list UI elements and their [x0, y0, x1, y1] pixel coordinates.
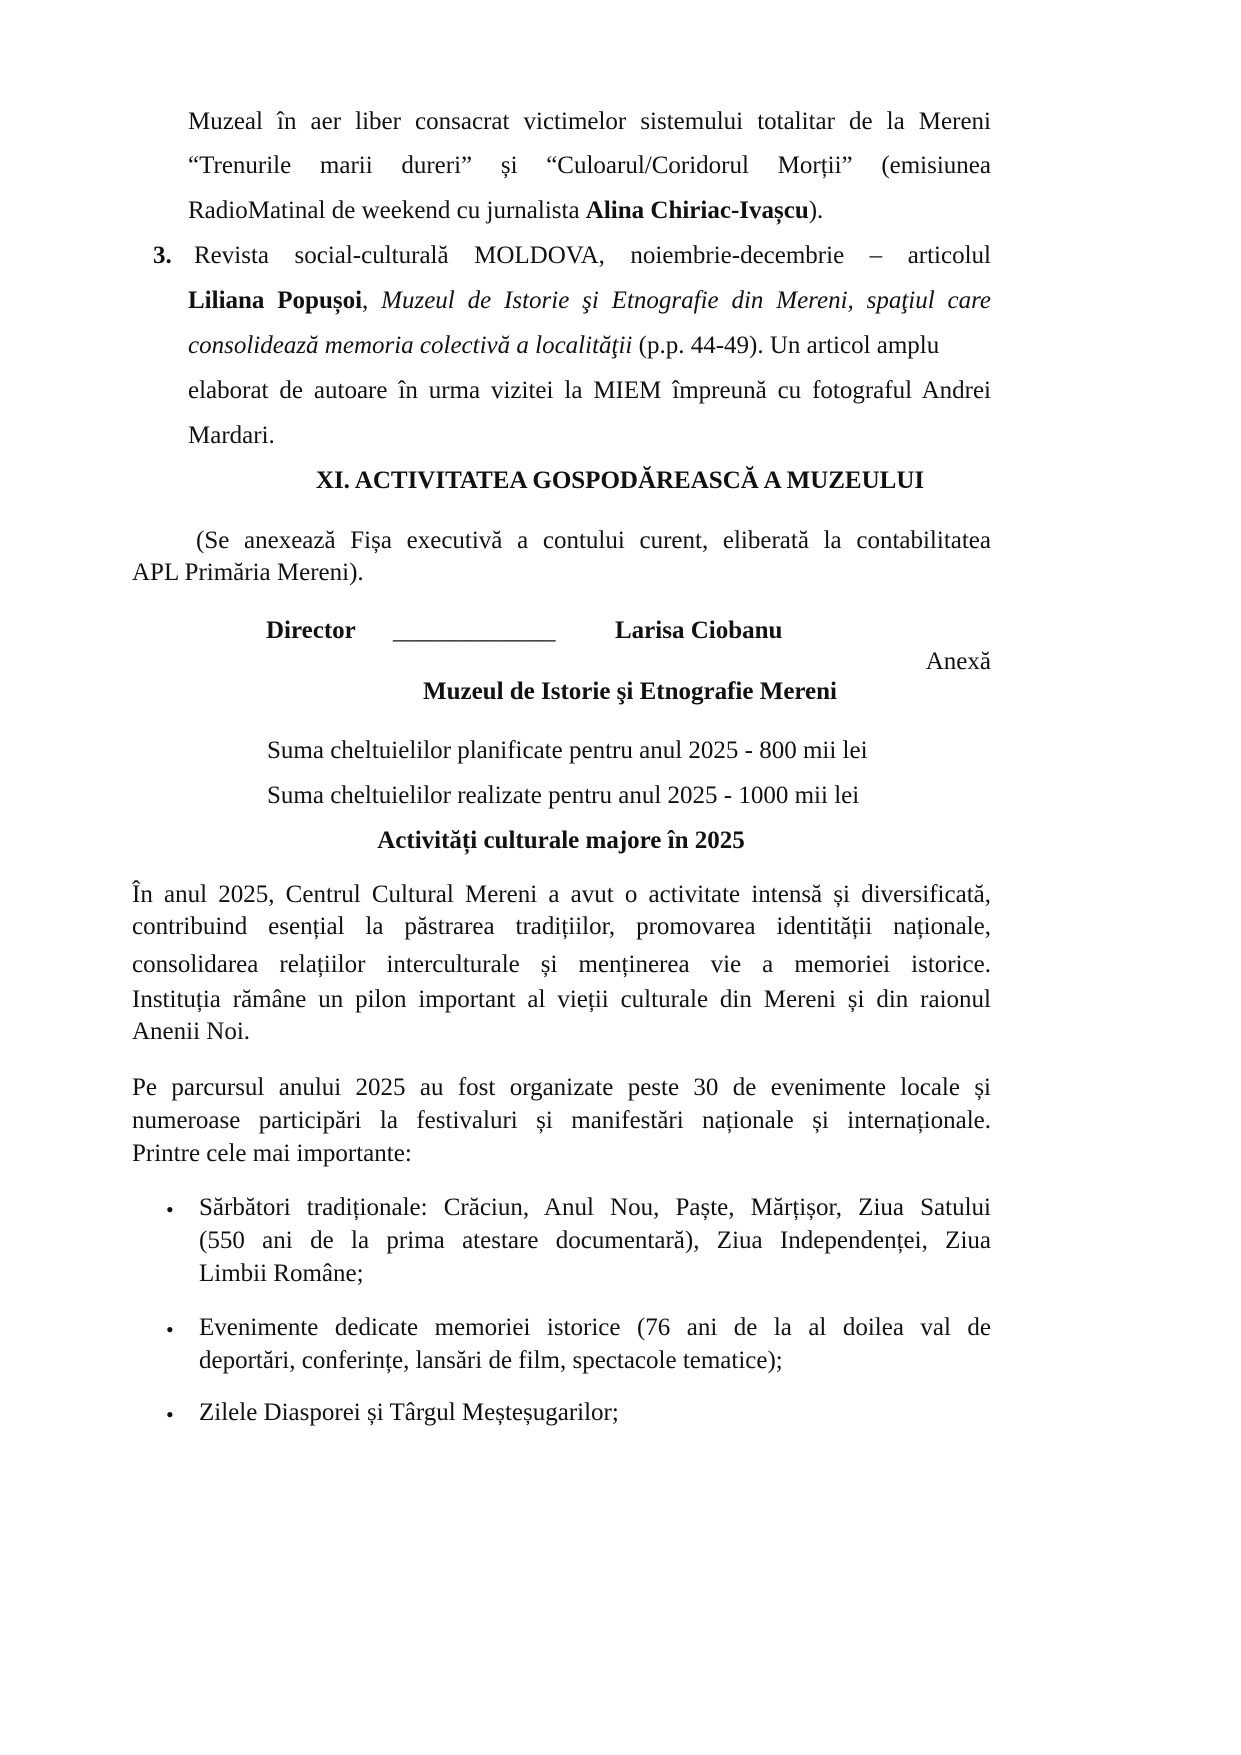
text-span: ). [808, 197, 824, 224]
bullet-icon: • [166, 1402, 174, 1427]
text-line: Evenimente dedicate memoriei istorice (76 ani de la al doilea val de [199, 1314, 991, 1341]
text-line: În anul 2025, Centrul Cultural Mereni a avut o activitate intensă și diversificată, [132, 881, 991, 908]
text-line: Mardari. [188, 422, 275, 449]
text-line: Limbii Române; [199, 1260, 364, 1287]
signature-role: Director [266, 617, 356, 644]
text-line: deportări, conferințe, lansări de film, spectacole tematice); [199, 1347, 783, 1374]
text-line: “Trenurile marii dureri” și “Culoarul/Coridorul Morții” (emisiunea [188, 152, 991, 179]
article-title: consolidează memoria colectivă a localităţii [188, 332, 633, 359]
text-line: Instituția rămâne un pilon important al vieții culturale din Mereni și din raionul [132, 986, 991, 1013]
list-number: 3. [153, 242, 172, 269]
annex-institution: Muzeul de Istorie şi Etnografie Mereni [422, 678, 838, 705]
section-heading: XI. ACTIVITATEA GOSPODĂREASCĂ A MUZEULUI [315, 467, 925, 494]
article-title: Muzeul de Istorie şi Etnografie din Mereni, spaţiul care [381, 287, 992, 314]
text-line: elaborat de autoare în urma vizitei la MIEM împreună cu fotograful Andrei [188, 377, 991, 404]
signature-line: _____________ [393, 617, 556, 644]
author-name: Liliana Popușoi [188, 287, 363, 314]
bullet-icon: • [166, 1197, 174, 1222]
text-span: (p.p. 44-49). Un articol amplu [632, 332, 940, 359]
cultural-heading: Activități culturale majore în 2025 [377, 827, 745, 854]
text-line: Zilele Diasporei și Târgul Meșteșugarilor; [199, 1399, 619, 1426]
text-line [188, 331, 939, 361]
annex-label: Anexă [925, 648, 991, 675]
realized-expenses: Suma cheltuielilor realizate pentru anul 2025 - 1000 mii lei [267, 782, 860, 809]
text-line: (550 ani de la prima atestare documentară), Ziua Independenței, Ziua [199, 1227, 991, 1254]
text-line: APL Primăria Mereni). [132, 559, 364, 586]
text-line: Anenii Noi. [132, 1018, 251, 1045]
text-span: , [362, 287, 382, 314]
bullet-icon: • [166, 1317, 174, 1342]
text-line: contribuind esențial la păstrarea tradițiilor, promovarea identității naționale, [132, 913, 991, 940]
text-line: Printre cele mai importante: [132, 1140, 412, 1167]
text-span: RadioMatinal de weekend cu jurnalista [188, 197, 586, 224]
signature-name: Larisa Ciobanu [615, 617, 783, 644]
planned-expenses: Suma cheltuielilor planificate pentru anul 2025 - 800 mii lei [267, 737, 868, 764]
text-line: (Se anexează Fișa executivă a contului curent, eliberată la contabilitatea [196, 527, 991, 554]
text-line: Muzeal în aer liber consacrat victimelor sistemului totalitar de la Mereni [188, 108, 991, 135]
text-line: Sărbători tradiționale: Crăciun, Anul Nou, Paște, Mărțișor, Ziua Satului [199, 1194, 991, 1221]
text-line: Revista social-culturală MOLDOVA, noiembrie-decembrie – articolul [194, 242, 991, 269]
text-line: Pe parcursul anului 2025 au fost organizate peste 30 de evenimente locale și [132, 1074, 991, 1101]
text-line [188, 196, 823, 226]
text-line [188, 286, 991, 316]
text-line: consolidarea relațiilor interculturale și menținerea vie a memoriei istorice. [132, 951, 991, 978]
text-line: numeroase participări la festivaluri și manifestări naționale și internaționale. [132, 1107, 991, 1134]
journalist-name: Alina Chiriac-Ivașcu [585, 197, 809, 224]
